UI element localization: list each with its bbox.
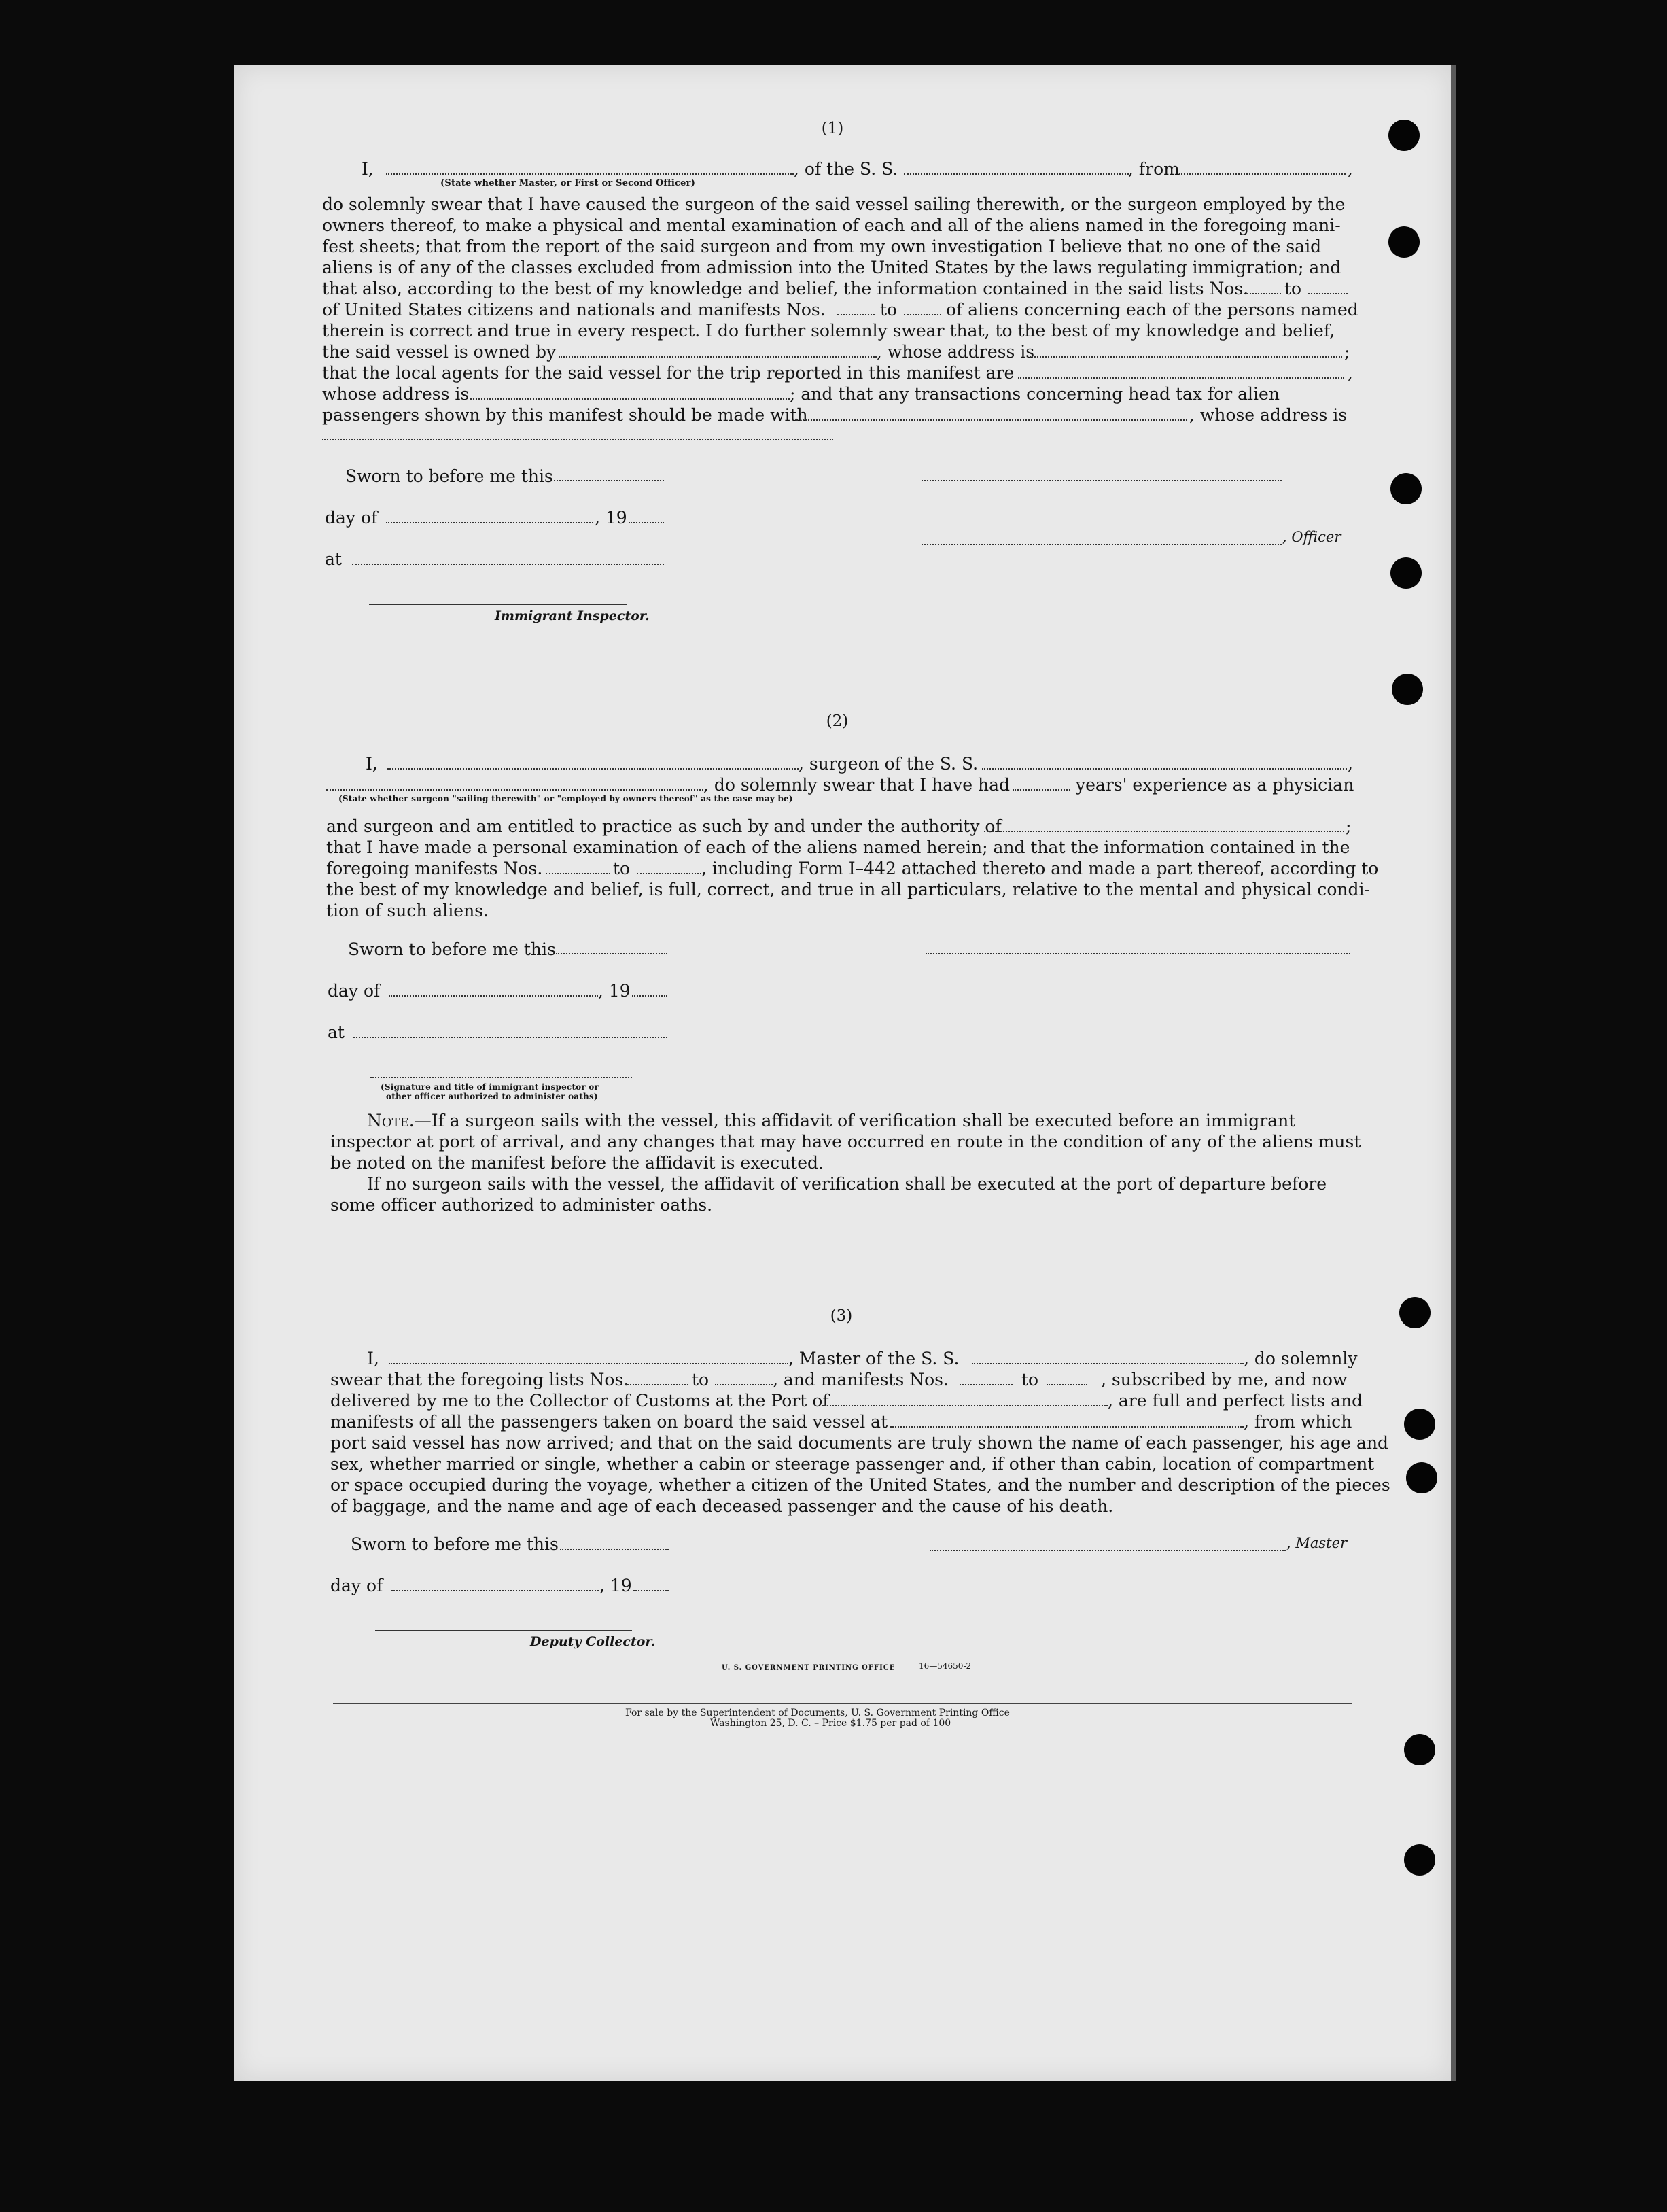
punch-hole-1 [1388,120,1420,151]
s2-note-line-3: be noted on the manifest before the affidavit is executed. [330,1153,824,1173]
s1-line-6: of United States citizens and nationals and manifests Nos. [322,300,826,319]
s1-line-9: that the local agents for the said vessel for the trip reported in this manifest are [322,363,1015,383]
section-1-number: (1) [821,120,844,137]
s1-line-2: owners thereof, to make a physical and mental examination of each and all of the aliens named in the foregoing mani- [322,215,1341,235]
s3-line-1: port said vessel has now arrived; and that on the said documents are truly shown the name of each passenger, his age and [330,1433,1389,1453]
s2-to: to [613,859,631,878]
s1-of-ss: , of the S. S. [794,159,898,179]
s3-manifest-to-field[interactable] [1047,1384,1087,1385]
s3-master: , Master [1286,1535,1348,1551]
s3-year-field[interactable] [633,1590,669,1591]
s1-officer-signature-field[interactable] [922,480,1282,481]
s2-solemnly: , do solemnly swear that I have had [703,775,1011,795]
s1-owner-address-field[interactable] [1030,356,1342,358]
s3-vessel-name-field[interactable] [972,1363,1244,1364]
sale-notice-1: For sale by the Superintendent of Documents, U. S. Government Printing Office [625,1708,1010,1718]
note-label: Note. [367,1111,415,1130]
s1-officer: , Officer [1282,529,1341,545]
s1-list-to-field[interactable] [1308,293,1348,294]
s1-to-2: to [880,300,898,319]
s2-years-field[interactable] [1013,789,1070,791]
punch-hole-4 [1390,557,1422,589]
s2-semicolon: ; [1346,816,1352,836]
punch-hole-7 [1404,1409,1435,1440]
punch-hole-6 [1399,1297,1431,1328]
punch-hole-9 [1404,1734,1435,1765]
s3-subscribed: , subscribed by me, and now [1101,1370,1348,1389]
s2-authority: and surgeon and am entitled to practice as such by and under the authority of [326,816,1002,836]
s2-at: at [328,1022,345,1042]
punch-hole-5 [1392,674,1423,705]
punch-hole-8 [1406,1462,1437,1493]
s2-surgeon-of: , surgeon of the S. S. [799,754,979,774]
s3-from-which: , from which [1244,1412,1352,1432]
s2-place-field[interactable] [353,1037,667,1038]
s3-sworn-day-field[interactable] [560,1549,669,1550]
s2-note-line-2: inspector at port of arrival, and any changes that may have occurred en route in the condition of any of the aliens must [330,1132,1361,1152]
s1-manifest-to-field[interactable] [904,314,941,315]
s2-sworn-day-field[interactable] [556,953,667,954]
sale-notice-2: Washington 25, D. C. – Price $1.75 per pad of 100 [710,1718,951,1729]
s3-to-1: to [692,1370,709,1389]
s1-rank-caption: (State whether Master, or First or Second Officer) [440,178,696,188]
s1-comma: , [1348,159,1353,179]
s2-note-line-1 [367,1110,1295,1131]
s3-port-field[interactable] [822,1405,1108,1406]
s3-line-2: sex, whether married or single, whether a cabin or steerage passenger and, if other than cabin, location of compartment [330,1454,1375,1474]
s1-i: I, [362,159,374,179]
s1-inspector-signature-line[interactable] [369,604,627,605]
s2-comma: , [1348,754,1353,774]
s1-month-field[interactable] [386,522,593,523]
s1-line-11: passengers shown by this manifest should be made with [322,405,808,425]
s1-at: at [325,549,342,569]
s2-line-1: that I have made a personal examination of each of the aliens named herein; and that the information contained in the [326,837,1350,857]
s2-i: I, [366,754,378,774]
s2-authority-field[interactable] [984,831,1344,832]
s3-list-to-field[interactable] [715,1384,773,1385]
s2-years: years' experience as a physician [1076,775,1354,795]
s1-line-4: aliens is of any of the classes excluded from admission into the United States by the laws regulating immigration; and [322,258,1341,277]
note-text-1: —If a surgeon sails with the vessel, this affidavit of verification shall be executed before an immigrant [414,1111,1296,1130]
s3-month-field[interactable] [391,1590,599,1591]
section-3-number: (3) [830,1307,853,1325]
s3-full-perfect: , are full and perfect lists and [1108,1391,1363,1411]
s1-head-tax: ; and that any transactions concerning head tax for alien [790,384,1280,404]
s1-place-field[interactable] [352,564,664,565]
s1-nineteen: , 19 [595,508,627,528]
s3-deputy: Deputy Collector. [530,1634,656,1649]
s3-day-of: day of [330,1576,383,1595]
s2-status-caption: (State whether surgeon "sailing therewith" or "employed by owners thereof" as the case may be) [338,794,793,803]
s2-line-4: tion of such aliens. [326,901,489,920]
punch-hole-2 [1388,226,1420,258]
s2-note-line-4: If no surgeon sails with the vessel, the affidavit of verification shall be executed at the port of departure before [367,1174,1327,1194]
s1-manifest-from-field[interactable] [837,314,875,315]
s3-line-4: of baggage, and the name and age of each deceased passenger and the cause of his death. [330,1496,1114,1516]
form-number: 16—54650-2 [919,1661,972,1671]
s2-inspector-signature-line[interactable] [370,1077,632,1078]
s1-comma-2: , [1348,363,1353,383]
s1-line-8: the said vessel is owned by [322,342,557,362]
s3-boarding-port-field[interactable] [890,1426,1244,1428]
s3-nineteen: , 19 [599,1576,632,1595]
s1-whose-address-1: , whose address is [877,342,1035,362]
s1-head-tax-address-field[interactable] [322,439,833,440]
footer-rule [333,1703,1352,1704]
s1-line-7: therein is correct and true in every respect. I do further solemnly swear that, to the best of my knowledge and belief, [322,321,1335,341]
s2-line-3: the best of my knowledge and belief, is full, correct, and true in all particulars, relative to the mental and physical condi- [326,880,1370,899]
s2-month-field[interactable] [389,995,598,997]
punch-hole-3 [1390,473,1422,504]
s2-note-line-5: some officer authorized to administer oaths. [330,1195,713,1215]
s3-to-2: to [1021,1370,1039,1389]
s1-day-of: day of [325,508,378,528]
s2-year-field[interactable] [632,995,667,997]
s1-agents-address-field[interactable] [470,398,790,400]
s3-master-signature-field[interactable] [930,1550,1286,1551]
s1-year-field[interactable] [629,522,664,523]
s1-whose-address-2: , whose address is [1189,405,1348,425]
s2-manifest-from-field[interactable] [546,873,610,874]
s3-manifests-all: manifests of all the passengers taken on board the said vessel at [330,1412,888,1432]
s2-sig-caption-2: other officer authorized to administer oaths) [386,1092,598,1101]
s2-line-2: foregoing manifests Nos. [326,859,543,878]
s2-sworn: Sworn to before me this [348,939,556,959]
s3-i: I, [367,1349,379,1368]
s1-head-tax-agent-field[interactable] [796,419,1187,421]
s1-officer-title-field[interactable] [922,544,1282,545]
gpo-imprint: U. S. GOVERNMENT PRINTING OFFICE [722,1664,896,1672]
section-2-number: (2) [826,712,849,730]
s1-semicolon-1: ; [1344,342,1350,362]
s1-officer-rank-field[interactable] [386,173,794,175]
s2-sig-caption-1: (Signature and title of immigrant inspector or [381,1082,599,1092]
s2-surgeon-name-field[interactable] [387,768,799,770]
s3-list-from-field[interactable] [625,1384,688,1385]
s2-including: , including Form I–442 attached thereto and made a part thereof, according to [701,859,1379,878]
s3-swear: swear that the foregoing lists Nos. [330,1370,629,1389]
s3-delivered: delivered by me to the Collector of Customs at the Port of [330,1391,829,1411]
s2-day-of: day of [328,981,381,1001]
s1-list-from-field[interactable] [1244,293,1281,294]
s1-from: , from [1128,159,1180,179]
s1-agents-field[interactable] [1018,377,1344,379]
s3-collector-signature-line[interactable] [375,1630,632,1631]
s2-nineteen: , 19 [598,981,631,1001]
s1-owner-field[interactable] [559,356,877,358]
page-edge [1451,65,1456,2081]
s1-inspector: Immigrant Inspector. [495,608,650,623]
s3-line-3: or space occupied during the voyage, whether a citizen of the United States, and the number and description of the pieces [330,1475,1390,1495]
s1-line-1: do solemnly swear that I have caused the surgeon of the said vessel sailing therewith, or the surgeon employed by the [322,194,1346,214]
s3-and-manifests: , and manifests Nos. [773,1370,949,1389]
s2-vessel-name-field[interactable] [982,768,1347,770]
s2-surgeon-signature-field[interactable] [926,953,1350,954]
s3-manifest-from-field[interactable] [960,1384,1013,1385]
punch-hole-10 [1404,1844,1435,1876]
s1-line-3: fest sheets; that from the report of the said surgeon and from my own investigation I believe that no one of the said [322,237,1322,256]
s1-to-1: to [1284,279,1302,298]
s1-of-aliens: of aliens concerning each of the persons named [946,300,1358,319]
s1-line-5: that also, according to the best of my knowledge and belief, the information contained in the said lists Nos. [322,279,1249,298]
s2-manifest-to-field[interactable] [637,873,701,874]
s3-sworn: Sworn to before me this [351,1534,559,1554]
s1-from-port-field[interactable] [1179,173,1346,175]
s3-master-of: , Master of the S. S. [788,1349,960,1368]
s1-sworn-day-field[interactable] [554,480,664,481]
s2-sailing-status-field[interactable] [326,789,703,791]
s1-vessel-name-field[interactable] [904,173,1131,175]
s1-line-10: whose address is [322,384,470,404]
s3-master-name-field[interactable] [389,1363,788,1364]
s1-sworn: Sworn to before me this [345,466,553,486]
s3-do-solemnly: , do solemnly [1244,1349,1358,1368]
